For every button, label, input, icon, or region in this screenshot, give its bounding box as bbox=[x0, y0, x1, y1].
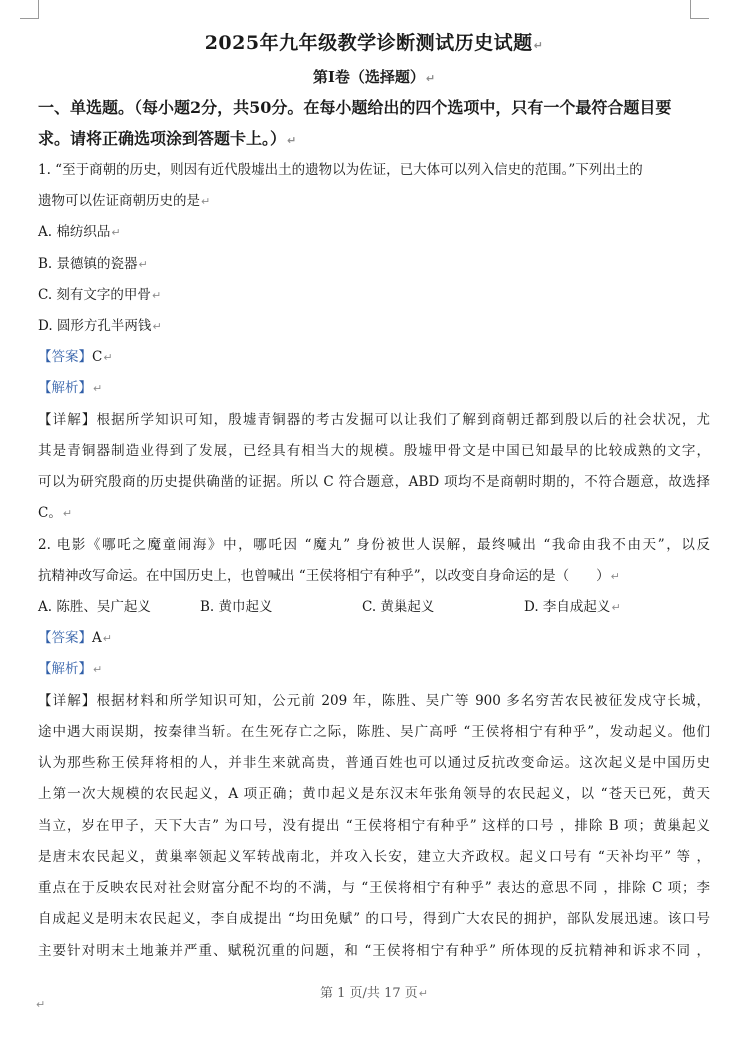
exam-subtitle: 第Ⅰ卷（选择题）↵ bbox=[312, 68, 436, 86]
q2-detail-line-3: 认为那些称王侯拜将相的人，并非生来就高贵，普通百姓也可以通过反抗改变命运。这次起义是中国历史 bbox=[38, 755, 710, 771]
q1-detail-line-4: C。↵ bbox=[38, 505, 73, 521]
q1-option-a: A. 棉纺织品↵ bbox=[38, 224, 121, 240]
q2-stem-line-1: 2. 电影《哪吒之魔童闹海》中，哪吒因 “魔丸” 身份被世人误解，最终喊出 “我命由我不由天”，以反 bbox=[38, 537, 710, 553]
q2-analysis-label: 【解析】↵ bbox=[38, 661, 103, 677]
q1-stem-line-2: 遗物可以佐证商朝历史的是↵ bbox=[38, 193, 211, 209]
page-corner-mark-left bbox=[20, 0, 39, 19]
q1-answer: 【答案】C↵ bbox=[38, 349, 113, 365]
q2-option-c: C. 黄巢起义 bbox=[362, 599, 435, 615]
page-corner-mark-right bbox=[690, 0, 709, 19]
q2-option-d: D. 李自成起义↵ bbox=[524, 599, 621, 615]
q2-detail-line-1: 【详解】根据材料和所学知识可知，公元前 209 年，陈胜、吴广等 900 多名穷苦农民被征发戍守长城， bbox=[38, 693, 710, 709]
q1-analysis-label: 【解析】↵ bbox=[38, 380, 103, 396]
q1-detail-line-3: 可以为研究殷商的历史提供确凿的证据。所以 C 符合题意，ABD 项均不是商朝时期的，不符合题意，故选择 bbox=[38, 474, 710, 490]
q2-answer: 【答案】A↵ bbox=[38, 630, 112, 646]
q2-detail-line-4: 上第一次大规模的农民起义，A 项正确；黄巾起义是东汉末年张角领导的农民起义，以 “苍天已死，黄天 bbox=[38, 786, 710, 802]
q1-option-b: B. 景德镇的瓷器↵ bbox=[38, 256, 148, 272]
q2-detail-line-5: 当立，岁在甲子，天下大吉” 为口号，没有提出 “王侯将相宁有种乎” 这样的口号 ，排除 B 项；黄巢起义 bbox=[38, 818, 710, 834]
q2-detail-line-9: 主要针对明末土地兼并严重、赋税沉重的问题，和 “王侯将相宁有种乎” 所体现的反抗精神和诉求不同 ， bbox=[38, 943, 710, 959]
q1-detail-line-2: 其是青铜器制造业得到了发展，已经具有相当大的规模。殷墟甲骨文是中国已知最早的比较成熟的文字， bbox=[38, 443, 710, 459]
q2-detail-line-2: 途中遇大雨误期，按秦律当斩。在生死存亡之际，陈胜、吴广高呼 “王侯将相宁有种乎”，发动起义。他们 bbox=[38, 724, 710, 740]
q2-detail-line-7: 重点在于反映农民对社会财富分配不均的不满，与 “王侯将相宁有种乎” 表达的意思不同 ，排除 C 项；李 bbox=[38, 880, 710, 896]
q1-option-d: D. 圆形方孔半两钱↵ bbox=[38, 318, 162, 334]
end-paragraph-mark: ↵ bbox=[36, 998, 46, 1011]
q2-option-b: B. 黄巾起义 bbox=[200, 599, 273, 615]
exam-title: 2025年九年级教学诊断测试历史试题↵ bbox=[204, 32, 544, 54]
q1-detail-line-1: 【详解】根据所学知识可知，殷墟青铜器的考古发掘可以让我们了解到商朝迁都到殷以后的社会状况，尤 bbox=[38, 412, 711, 428]
q1-option-c: C. 刻有文字的甲骨↵ bbox=[38, 287, 162, 303]
q1-stem-line-1: 1. “至于商朝的历史，则因有近代殷墟出土的遗物以为佐证，已大体可以列入信史的范围。”下列出土的 bbox=[38, 162, 643, 178]
page-footer: 第 1 页/共 17 页↵ bbox=[320, 986, 428, 1001]
q2-option-a: A. 陈胜、吴广起义 bbox=[38, 599, 151, 615]
section-heading-line-2: 求。请将正确选项涂到答题卡上。）↵ bbox=[38, 129, 297, 148]
q2-detail-line-6: 是唐末农民起义，黄巢率领起义军转战南北，并攻入长安，建立大齐政权。起义口号有 “天补均平” 等 ， bbox=[38, 849, 710, 865]
q2-detail-line-8: 自成起义是明末农民起义，李自成提出 “均田免赋” 的口号，得到广大农民的拥护，部队发展迅速。该口号 bbox=[38, 911, 710, 927]
q2-stem-line-2: 抗精神改写命运。在中国历史上，也曾喊出 “王侯将相宁有种乎”，以改变自身命运的是（ ）↵ bbox=[38, 568, 620, 584]
section-heading-line-1: 一、单选题。（每小题2分，共50分。在每小题给出的四个选项中，只有一个最符合题目要 bbox=[38, 98, 672, 117]
